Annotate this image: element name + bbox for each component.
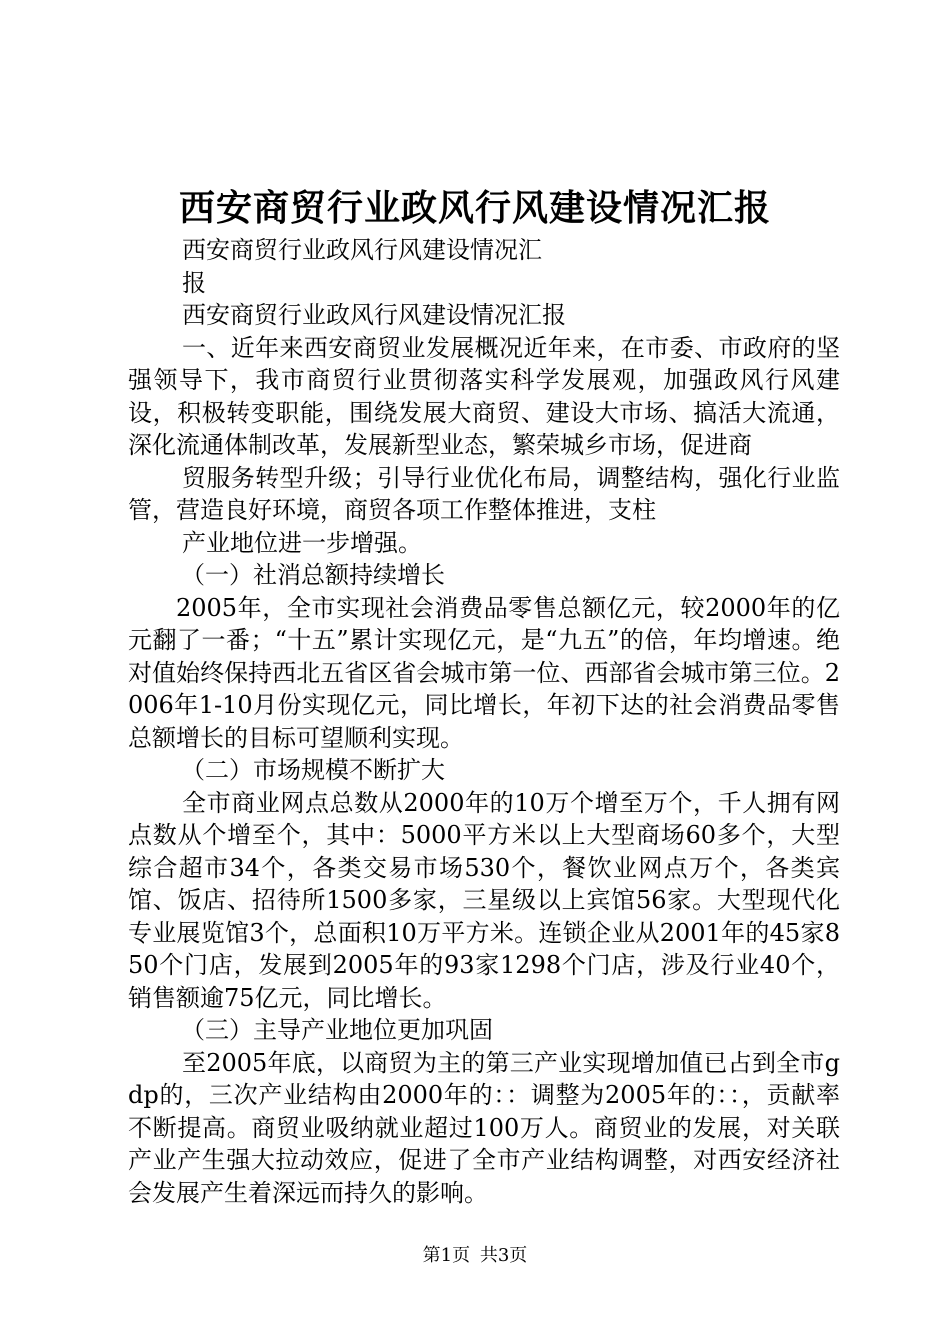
- paragraph-overview: 一、近年来西安商贸业发展概况近年来，在市委、市政府的坚强领导下，我市商贸行业贯彻落实科学发展观，加强政风行风建设，积极转变职能，围绕发展大商贸、建设大市场、搞活大流通，深化流通体制改革，发展新型业态，繁荣城乡市场，促进商: [128, 333, 840, 459]
- subtitle-line-1: 西安商贸行业政风行风建设情况汇: [182, 236, 542, 264]
- paragraph-market-scale: 全市商业网点总数从2000年的10万个增至万个，千人拥有网点数从个增至个，其中：5000平方米以上大型商场60多个，大型综合超市34个，各类交易市场530个，餐饮业网点万个，各类宾馆、饭店、招待所1500多家，三星级以上宾馆56家。大型现代化专业展览馆3个，总面积10万平方米。连锁企业从2001年的45家850个门店，发展到2005年的93家1298个门店，涉及行业40个，销售额逾75亿元，同比增长。: [128, 788, 840, 1012]
- paragraph-pillar-industry: 产业地位进一步增强。: [182, 528, 422, 557]
- paragraph-trade-upgrade: 贸服务转型升级；引导行业优化布局，调整结构，强化行业监管，营造良好环境，商贸各项工作整体推进，支柱: [128, 463, 840, 524]
- subtitle-line-2: 报: [182, 268, 206, 297]
- document-title: 西安商贸行业政风行风建设情况汇报: [178, 187, 771, 229]
- paragraph-retail-sales: 2005年，全市实现社会消费品零售总额亿元，较2000年的亿元翻了一番；“十五”累计实现亿元，是“九五”的倍，年均增速。绝对值始终保持西北五省区省会城市第一位、西部省会城市第三位。2006年1-10月份实现亿元，同比增长，年初下达的社会消费品零售总额增长的目标可望顺利实现。: [128, 593, 840, 752]
- section-heading-2: （二）市场规模不断扩大: [181, 756, 445, 784]
- section-heading-3: （三）主导产业地位更加巩固: [181, 1016, 493, 1044]
- document-body: [128, 234, 840, 1209]
- paragraph-leading-industry: 至2005年底，以商贸为主的第三产业实现增加值已占到全市gdp的，三次产业结构由2000年的：：调整为2005年的：：，贡献率不断提高。商贸业吸纳就业超过100万人。商贸业的发展，对关联产业产生强大拉动效应，促进了全市产业结构调整，对西安经济社会发展产生着深远而持久的影响。: [128, 1048, 840, 1207]
- section-heading-1: （一）社消总额持续增长: [181, 561, 445, 589]
- subtitle-repeat: 西安商贸行业政风行风建设情况汇报: [182, 301, 566, 329]
- page-number-footer: 第1页 共3页: [422, 1245, 528, 1266]
